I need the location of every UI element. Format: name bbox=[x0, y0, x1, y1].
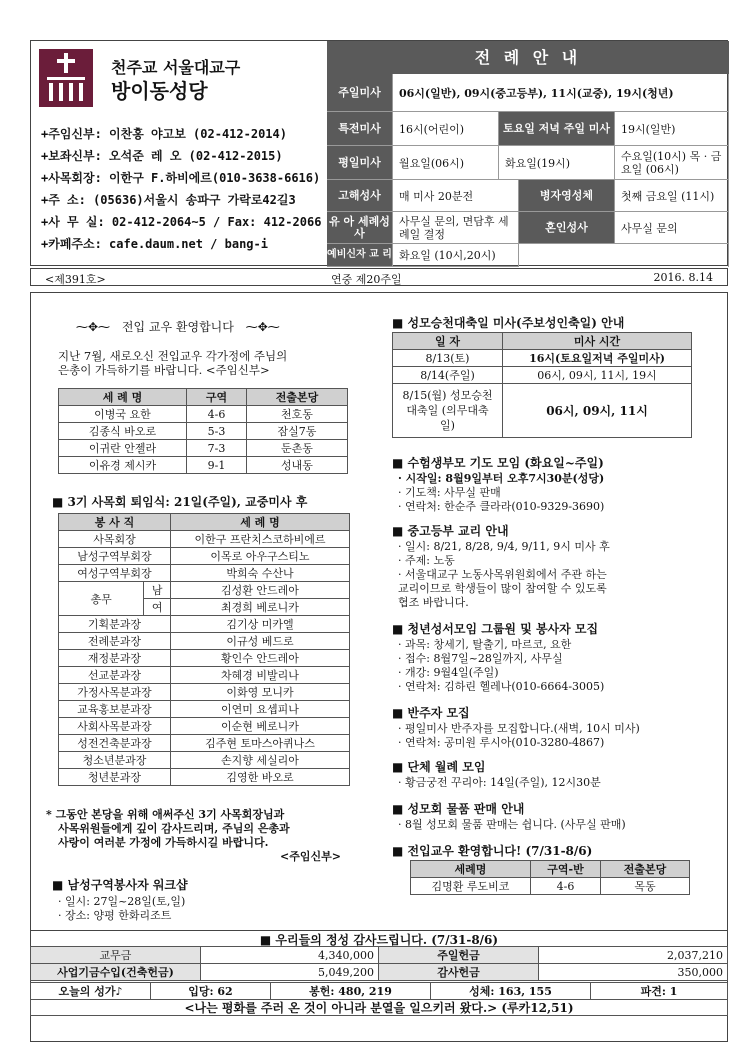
cell: 재정분과장 bbox=[59, 650, 171, 667]
cell: 이순현 베로니카 bbox=[171, 718, 350, 735]
table-row bbox=[31, 964, 728, 981]
cell: 사업기금수입(건축헌금) bbox=[31, 964, 201, 981]
contact-president: +사목회장: 이한구 F.하비에르(010-3638-6616) bbox=[41, 171, 321, 185]
council-title: ■ 3기 사목회 퇴임식: 21일(주일), 교중미사 후 bbox=[52, 495, 308, 509]
liturgy-title: 전 례 안 내 bbox=[327, 41, 729, 74]
table-row bbox=[59, 752, 350, 769]
infant-baptism-value: 사무실 문의, 면담후 세례일 결정 bbox=[393, 212, 519, 244]
hymn-entrance: 입당: 62 bbox=[151, 983, 271, 1000]
cell: 여 bbox=[144, 599, 171, 616]
table-row bbox=[31, 983, 728, 1000]
hymn-table bbox=[30, 982, 728, 1000]
notice-line: · 8월 성모회 물품 판매는 쉽니다. (사무실 판매) bbox=[398, 818, 626, 831]
table-row bbox=[59, 684, 350, 701]
notice-line: 교리이므로 학생들이 많이 참여할 수 있도록 bbox=[398, 582, 607, 595]
cell: 둔촌동 bbox=[247, 440, 348, 457]
cell: 박희숙 수산나 bbox=[171, 565, 350, 582]
table-row bbox=[59, 616, 350, 633]
issue-date: 2016. 8.14 bbox=[653, 271, 713, 284]
table-row bbox=[393, 350, 692, 367]
cell: 사회사목분과장 bbox=[59, 718, 171, 735]
cell: 총무 bbox=[59, 582, 144, 616]
table-row bbox=[59, 565, 350, 582]
cell: 이한구 프란치스코하비에르 bbox=[171, 531, 350, 548]
parish-info bbox=[31, 41, 325, 267]
cell: 이목로 아우구스티노 bbox=[171, 548, 350, 565]
cell: 청소년분과장 bbox=[59, 752, 171, 769]
sat-eve-mass-value: 19시(일반) bbox=[615, 112, 729, 146]
notice-line: · 일시: 8/21, 8/28, 9/4, 9/11, 9시 미사 후 bbox=[398, 540, 610, 553]
cell: 이화영 모니카 bbox=[171, 684, 350, 701]
hymn-communion: 성체: 163, 155 bbox=[431, 983, 591, 1000]
contact-assistant: +보좌신부: 오석준 레 오 (02-412-2015) bbox=[41, 149, 283, 163]
cell: 이귀란 안젤라 bbox=[59, 440, 187, 457]
cell: 4,340,000 bbox=[201, 947, 379, 964]
cell: 주일헌금 bbox=[379, 947, 539, 964]
workshop-title: ■ 남성구역봉사자 워크샵 bbox=[52, 878, 188, 892]
marriage-label: 혼인성사 bbox=[519, 212, 615, 244]
workshop-place: · 장소: 양평 한화리조트 bbox=[58, 909, 172, 922]
welcome-text-2: 은총이 가득하기를 바랍니다. <주임신부> bbox=[58, 363, 270, 377]
cell: 차혜경 비발리나 bbox=[171, 667, 350, 684]
notice-title-3: ■ 반주자 모집 bbox=[392, 706, 470, 720]
col-prev-parish: 전출본당 bbox=[601, 861, 690, 878]
assumption-title: ■ 성모승천대축일 미사(주보성인축일) 안내 bbox=[392, 316, 625, 330]
table-row bbox=[411, 878, 690, 895]
welcome-text-1: 지난 7월, 새로오신 전입교우 각가정에 주님의 bbox=[58, 349, 288, 363]
catechumen-label: 예비신자 교 리 bbox=[327, 244, 393, 267]
table-row bbox=[59, 457, 348, 474]
cell: 350,000 bbox=[539, 964, 728, 981]
cell: 이규성 베드로 bbox=[171, 633, 350, 650]
cell: 최경희 베로니카 bbox=[171, 599, 350, 616]
cell: 8/13(토) bbox=[393, 350, 503, 367]
col-baptism-name: 세례명 bbox=[411, 861, 531, 878]
cell: 김종식 바오로 bbox=[59, 423, 187, 440]
col-district: 구역-반 bbox=[531, 861, 601, 878]
offering-title: ■ 우리들의 정성 감사드립니다. (7/31-8/6) bbox=[30, 930, 728, 946]
notice-title-5: ■ 성모회 물품 판매 안내 bbox=[392, 802, 525, 816]
notice-line: · 기도책: 사무실 판매 bbox=[398, 486, 501, 499]
welcome-heading: ⁓✥⁓ 전입 교우 환영합니다 ⁓✥⁓ bbox=[76, 320, 280, 334]
table-row bbox=[59, 769, 350, 786]
parish-diocese: 천주교 서울대교구 bbox=[111, 58, 241, 77]
liturgy-guide bbox=[327, 41, 729, 267]
issue-number: <제391호> bbox=[45, 273, 106, 286]
cell: 가정사목분과장 bbox=[59, 684, 171, 701]
notice-line: · 주제: 노동 bbox=[398, 554, 455, 567]
cell: 손지향 세실리아 bbox=[171, 752, 350, 769]
notice-line: · 연락처: 공미원 루시아(010-3280-4867) bbox=[398, 736, 605, 749]
table-row bbox=[59, 406, 348, 423]
sick-communion-label: 병자영성체 bbox=[519, 180, 615, 212]
sunday-mass-label: 주일미사 bbox=[327, 74, 393, 112]
cell: 교무금 bbox=[31, 947, 201, 964]
table-row bbox=[393, 384, 692, 438]
confession-value: 매 미사 20분전 bbox=[393, 180, 519, 212]
table-row bbox=[59, 423, 348, 440]
cell: 2,037,210 bbox=[539, 947, 728, 964]
cell: 4-6 bbox=[531, 878, 601, 895]
cell: 교육홍보분과장 bbox=[59, 701, 171, 718]
col-prev-parish: 전출본당 bbox=[247, 389, 348, 406]
marriage-value: 사무실 문의 bbox=[615, 212, 729, 244]
contact-office: +사 무 실: 02-412-2064~5 / Fax: 412-2066 bbox=[41, 215, 322, 229]
issue-bar bbox=[30, 268, 728, 286]
notice-line: · 시작일: 8월9일부터 오후7시30분(성당) bbox=[398, 472, 605, 485]
offering-table bbox=[30, 946, 728, 981]
flourish-left-icon: ⁓✥⁓ bbox=[76, 320, 111, 334]
hymn-label: 오늘의 성가♪ bbox=[31, 983, 151, 1000]
cell: 남성구역부회장 bbox=[59, 548, 171, 565]
council-table bbox=[58, 513, 350, 786]
sat-eve-mass-label: 토요일 저녁 주일 미사 bbox=[499, 112, 615, 146]
weekday-tuesday: 화요일(19시) bbox=[499, 146, 615, 180]
special-mass-label: 특전미사 bbox=[327, 112, 393, 146]
col-baptism-name: 세 례 명 bbox=[59, 389, 187, 406]
sick-communion-value: 첫째 금요일 (11시) bbox=[615, 180, 729, 212]
col-mass-time: 미사 시간 bbox=[503, 333, 692, 350]
cell: 청년분과장 bbox=[59, 769, 171, 786]
bulletin-header bbox=[30, 40, 728, 266]
cell: 김성환 안드레아 bbox=[171, 582, 350, 599]
table-row bbox=[393, 367, 692, 384]
newcomers-table bbox=[410, 860, 690, 895]
cell: 김기상 미카엘 bbox=[171, 616, 350, 633]
table-row bbox=[59, 548, 350, 565]
cell: 7-3 bbox=[187, 440, 247, 457]
cell: 잠실7동 bbox=[247, 423, 348, 440]
infant-baptism-label: 유 아 세례성사 bbox=[327, 212, 393, 244]
table-row bbox=[59, 701, 350, 718]
notice-line: · 서울대교구 노동사목위원회에서 주관 하는 bbox=[398, 568, 607, 581]
col-district: 구역 bbox=[187, 389, 247, 406]
notice-title-2: ■ 청년성서모임 그룹원 및 봉사자 모집 bbox=[392, 622, 599, 636]
cell: 06시, 09시, 11시 bbox=[503, 384, 692, 438]
catechumen-value: 화요일 (10시,20시) bbox=[393, 244, 519, 267]
notice-line: · 개강: 9월4일(주일) bbox=[398, 666, 499, 679]
cell: 이연미 요셉피나 bbox=[171, 701, 350, 718]
cell: 8/15(월) 성모승천대축일 (의무대축일) bbox=[393, 384, 503, 438]
cell: 목동 bbox=[601, 878, 690, 895]
flourish-right-icon: ⁓✥⁓ bbox=[245, 320, 280, 334]
cell: 김주현 토마스아퀴나스 bbox=[171, 735, 350, 752]
table-row bbox=[59, 531, 350, 548]
table-row bbox=[59, 718, 350, 735]
table-row bbox=[31, 947, 728, 964]
parish-name: 방이동성당 bbox=[111, 79, 208, 103]
newcomers-title: ■ 전입교우 환영합니다! (7/31-8/6) bbox=[392, 844, 593, 858]
cell: 기획분과장 bbox=[59, 616, 171, 633]
table-row bbox=[59, 650, 350, 667]
cell: 감사헌금 bbox=[379, 964, 539, 981]
cell: 8/14(주일) bbox=[393, 367, 503, 384]
assumption-table bbox=[392, 332, 692, 438]
cell: 황인수 안드레아 bbox=[171, 650, 350, 667]
notice-line: · 과목: 창세기, 탈출기, 마르코, 요한 bbox=[398, 638, 572, 651]
confession-label: 고해성사 bbox=[327, 180, 393, 212]
contact-pastor: +주임신부: 이찬홍 야고보 (02-412-2014) bbox=[41, 127, 287, 141]
cell: 4-6 bbox=[187, 406, 247, 423]
weekday-rest: 수요일(10시) 목 · 금요일 (06시) bbox=[615, 146, 729, 180]
council-note-3: 사랑이 여러분 가정에 가득하시길 바랍니다. bbox=[58, 836, 269, 849]
cell: 천호동 bbox=[247, 406, 348, 423]
special-mass-value: 16시(어린이) bbox=[393, 112, 499, 146]
council-note-1: * 그동안 본당을 위해 애써주신 3기 사목회장님과 bbox=[46, 808, 285, 821]
table-row bbox=[59, 667, 350, 684]
cell: 이유경 제시카 bbox=[59, 457, 187, 474]
notice-line: · 평일미사 반주자를 모집합니다.(새벽, 10시 미사) bbox=[398, 722, 640, 735]
hymn-recession: 파견: 1 bbox=[591, 983, 728, 1000]
gospel-verse: <나는 평화를 주러 온 것이 아니라 분열을 일으키러 왔다.> (루카12,51) bbox=[30, 999, 728, 1016]
workshop-date: · 일시: 27일~28일(토,일) bbox=[58, 895, 186, 908]
council-note-2: 사목위원들에게 깊이 감사드리며, 주님의 은총과 bbox=[58, 822, 290, 835]
liturgical-week: 연중 제20주일 bbox=[331, 273, 402, 286]
cell: 성전건축분과장 bbox=[59, 735, 171, 752]
cell: 여성구역부회장 bbox=[59, 565, 171, 582]
table-row bbox=[59, 582, 350, 599]
table-row bbox=[59, 440, 348, 457]
col-name: 세 례 명 bbox=[171, 514, 350, 531]
notice-line: · 연락처: 한순주 클라라(010-9329-3690) bbox=[398, 500, 605, 513]
cell: 김영한 바오로 bbox=[171, 769, 350, 786]
cell: 성내동 bbox=[247, 457, 348, 474]
notice-line: · 접수: 8월7일~28일까지, 사무실 bbox=[398, 652, 563, 665]
notice-line: · 황금궁전 꾸리아: 14일(주일), 12시30분 bbox=[398, 776, 601, 789]
cell: 5,049,200 bbox=[201, 964, 379, 981]
council-note-signature: <주임신부> bbox=[280, 850, 341, 863]
hymn-offertory: 봉헌: 480, 219 bbox=[271, 983, 431, 1000]
cell: 이병국 요한 bbox=[59, 406, 187, 423]
contact-address: +주 소: (05636)서울시 송파구 가락로42길3 bbox=[41, 193, 296, 207]
cell: 06시, 09시, 11시, 19시 bbox=[503, 367, 692, 384]
cell: 김명환 루도비코 bbox=[411, 878, 531, 895]
cell: 전례분과장 bbox=[59, 633, 171, 650]
weekday-monday: 월요일(06시) bbox=[393, 146, 499, 180]
notice-line: · 연락처: 김하린 헬레나(010-6664-3005) bbox=[398, 680, 605, 693]
weekday-mass-label: 평일미사 bbox=[327, 146, 393, 180]
parish-logo-icon bbox=[39, 49, 93, 107]
cell: 5-3 bbox=[187, 423, 247, 440]
contact-cafe[interactable]: +카페주소: cafe.daum.net / bang-i bbox=[41, 237, 268, 251]
table-row bbox=[59, 633, 350, 650]
cell: 선교분과장 bbox=[59, 667, 171, 684]
cell: 16시(토요일저녁 주일미사) bbox=[503, 350, 692, 367]
cell: 9-1 bbox=[187, 457, 247, 474]
notice-title-0: ■ 수험생부모 기도 모임 (화요일~주일) bbox=[392, 456, 604, 470]
col-date: 일 자 bbox=[393, 333, 503, 350]
notice-line: 협조 바랍니다. bbox=[398, 596, 469, 609]
table-row bbox=[59, 735, 350, 752]
cell: 남 bbox=[144, 582, 171, 599]
sunday-mass-value: 06시(일반), 09시(중고등부), 11시(교중), 19시(청년) bbox=[393, 74, 729, 112]
col-role: 봉 사 직 bbox=[59, 514, 171, 531]
notice-title-4: ■ 단체 월례 모임 bbox=[392, 760, 486, 774]
cell: 사목회장 bbox=[59, 531, 171, 548]
notice-title-1: ■ 중고등부 교리 안내 bbox=[392, 524, 509, 538]
welcome-table bbox=[58, 388, 348, 474]
liturgy-blank-cell bbox=[519, 244, 729, 267]
